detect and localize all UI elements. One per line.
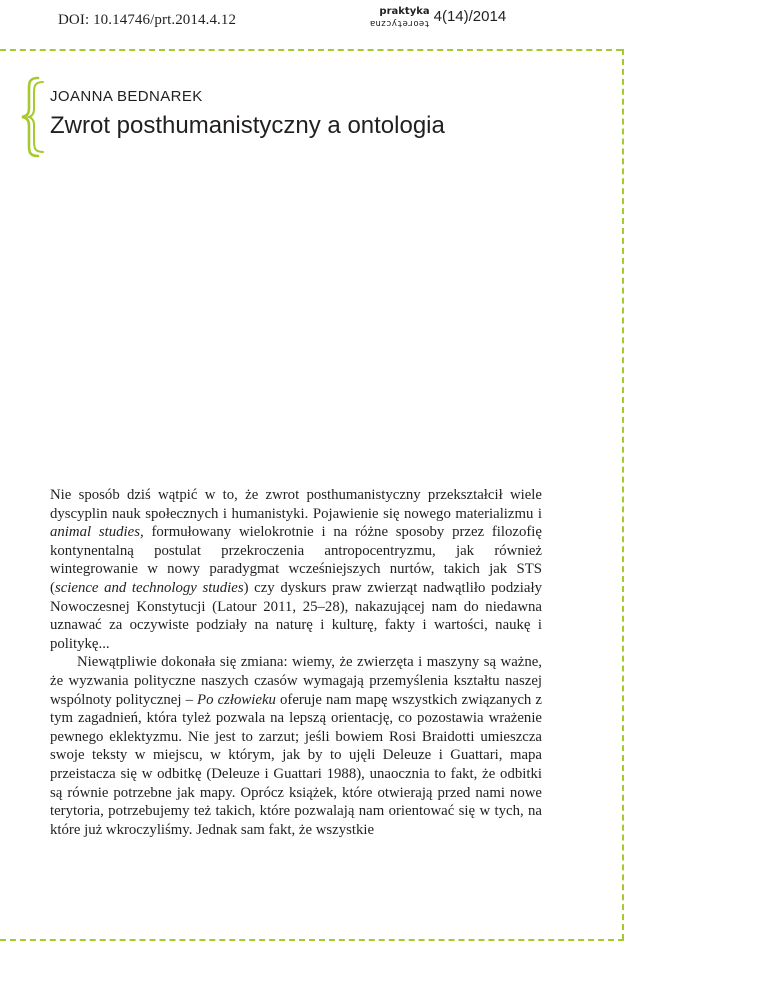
frame-top-border <box>0 49 622 51</box>
text-run: ) czy dyskurs praw zwierząt nadwątliło podziały Nowoczesnej Konstytucji (Latour 2011, 25–28), nakazującej nam do niedawna uznawać za oczywiste podziały na naturę i kulturę, fakty i wartości, naukę i politykę... <box>50 579 542 652</box>
author-name: JOANNA BEDNAREK <box>50 88 203 105</box>
text-run: , formułowany wielokrotnie i na różne sposoby przez filozofię kontynentalną postulat przekroczenia antropocentryzmu, jak również wintegrowanie w nowy paradygmat wcześniejszych nurtów, takich jak STS ( <box>50 524 542 596</box>
journal-masthead <box>370 4 506 44</box>
paragraph-2 <box>50 653 542 839</box>
italic-term: animal studies <box>50 524 140 541</box>
article-body <box>50 486 542 839</box>
paragraph-1 <box>50 486 542 653</box>
journal-name-bottom: teoretyczna <box>370 18 430 28</box>
text-run: oferuje nam mapę wszystkich związanych z tym zagadnień, która tyleż pozwala na lepszą orientację, co pozostawia wrażenie pewnego eklektyzmu. Nie jest to zarzut; jeśli bowiem Rosi Braidotti umieszcza swoje teksty w miejscu, w którym, jak by to ujęli Deleuze i Guattari, mapa przeistacza się w odbitkę (Deleuze i Guattari 1988), unaocznia to fakt, że odbitki są równie potrzebne jak mapy. Oprócz książek, które otwierają przed nami nowe terytoria, potrzebujemy też takich, które pozwalają nam orientować się w tych, na które już wkroczyliśmy. Jednak sam fakt, że wszystkie <box>50 691 542 838</box>
italic-term: science and technology studies <box>54 579 244 596</box>
curly-brace-icon <box>20 76 44 158</box>
journal-name-top: praktyka <box>379 6 430 17</box>
article-title: Zwrot posthumanistyczny a ontologia <box>50 112 445 139</box>
text-run: Nie sposób dziś wątpić w to, że zwrot posthumanistyczny przekształcił wiele dyscyplin nauk społecznych i humanistyki. Pojawienie się nowego materializmu i <box>50 487 542 522</box>
frame-right-border <box>622 49 624 940</box>
issue-number: 4(14)/2014 <box>433 8 507 25</box>
text-run: Niewątpliwie dokonała się zmiana: wiemy, że zwierzęta i maszyny są ważne, że wyzwania polityczne naszych czasów wymagają przemyślenia kształtu naszej wspólnoty politycznej – <box>50 654 542 708</box>
doi-label: DOI: 10.14746/prt.2014.4.12 <box>58 12 237 28</box>
italic-term: Po człowieku <box>197 691 276 708</box>
frame-bottom-border <box>0 939 624 941</box>
journal-logo <box>370 7 430 27</box>
